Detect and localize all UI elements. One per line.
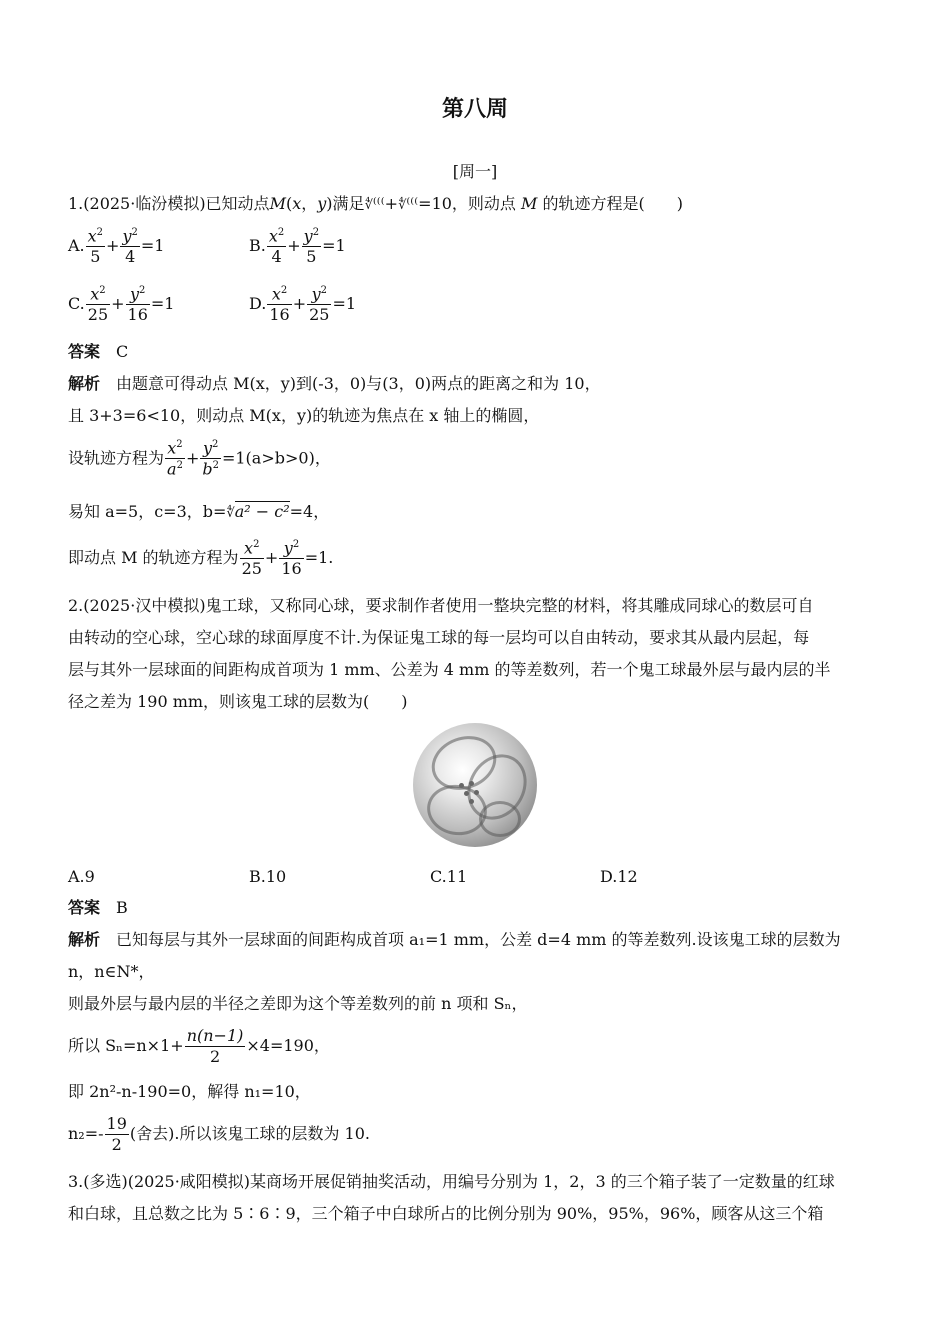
q2-option-d[interactable]: D.12 bbox=[600, 867, 638, 886]
q1-stem: 1.(2025·临汾模拟)已知动点M(x，y)满足∜⁽⁽⁽+∜⁽⁽⁽=10，则动点 M 的轨迹方程是( ) bbox=[68, 194, 684, 213]
q1-analysis-1: 解析 由题意可得动点 M(x，y)到(-3，0)与(3，0)两点的距离之和为 10， bbox=[68, 374, 601, 393]
q1-analysis-4: 易知 a=5，c=3，b=∜a² − c²=4， bbox=[68, 502, 330, 521]
ghost-ball-image bbox=[413, 723, 537, 847]
q1-option-d[interactable]: D. $\frac{x^2}{16}$ + $\frac{y^2}{25}$ =1 bbox=[249, 284, 357, 325]
q1-option-b[interactable]: B. $\frac{x^2}{4}$ + $\frac{y^2}{5}$ =1 bbox=[249, 226, 346, 267]
q2-option-c[interactable]: C.11 bbox=[430, 867, 468, 886]
q2-option-a[interactable]: A.9 bbox=[68, 867, 95, 886]
q1-answer: 答案 C bbox=[68, 342, 129, 361]
q2-option-b[interactable]: B.10 bbox=[249, 867, 287, 886]
q2-stem-3: 层与其外一层球面的间距构成首项为 1 mm、公差为 4 mm 的等差数列，若一个鬼工球最外层与最内层的半 bbox=[68, 660, 831, 679]
q2-stem-4: 径之差为 190 mm，则该鬼工球的层数为( ) bbox=[68, 692, 408, 711]
q2-analysis-5: 即 2n²-n-190=0，解得 n₁=10， bbox=[68, 1082, 311, 1101]
q2-analysis-3: 则最外层与最内层的半径之差即为这个等差数列的前 n 项和 Sₙ， bbox=[68, 994, 528, 1013]
q3-stem-1: 3.(多选)(2025·咸阳模拟)某商场开展促销抽奖活动，用编号分别为 1，2，3 的三个箱子装了一定数量的红球 bbox=[68, 1172, 835, 1191]
section-heading: [周一] bbox=[452, 162, 498, 181]
q2-stem-2: 由转动的空心球，空心球的球面厚度不计.为保证鬼工球的每一层均可以自由转动，要求其从最内层起，每 bbox=[68, 628, 810, 647]
q1-analysis-3: 设轨迹方程为 $\frac{x^2}{a^2}$ + $\frac{y^2}{b^2}$ =1(a>b>0)， bbox=[68, 438, 331, 479]
q2-analysis-1: 解析 已知每层与其外一层球面的间距构成首项 a₁=1 mm，公差 d=4 mm 的等差数列.设该鬼工球的层数为 bbox=[68, 930, 841, 949]
q2-analysis-2: n，n∈N*， bbox=[68, 962, 155, 981]
q3-stem-2: 和白球，且总数之比为 5∶6∶9，三个箱子中白球所占的比例分别为 90%，95%，96%，顾客从这三个箱 bbox=[68, 1204, 824, 1223]
q1-options-row-1 bbox=[68, 228, 164, 265]
q2-analysis-4: 所以 Sₙ=n×1+ $\frac{n(n-1)}{2}$ ×4=190， bbox=[68, 1026, 330, 1066]
q2-analysis-6: n₂=- $\frac{19}{2}$ (舍去).所以该鬼工球的层数为 10. bbox=[68, 1114, 370, 1154]
q1-option-a[interactable]: A. $\frac{x^2}{5}$ + $\frac{y^2}{4}$ =1 bbox=[68, 226, 165, 267]
q1-analysis-5: 即动点 M 的轨迹方程为 $\frac{x^2}{25}$ + $\frac{y^2}{16}$ =1. bbox=[68, 538, 334, 579]
page-title: 第八周 bbox=[441, 97, 508, 122]
q1-option-c[interactable]: C. $\frac{x^2}{25}$ + $\frac{y^2}{16}$ =1 bbox=[68, 284, 175, 325]
q1-analysis-2: 且 3+3=6<10，则动点 M(x，y)的轨迹为焦点在 x 轴上的椭圆， bbox=[68, 406, 540, 425]
q2-answer: 答案 B bbox=[68, 898, 128, 917]
q2-stem-1: 2.(2025·汉中模拟)鬼工球，又称同心球，要求制作者使用一整块完整的材料，将其雕成同球心的数层可自 bbox=[68, 596, 814, 615]
